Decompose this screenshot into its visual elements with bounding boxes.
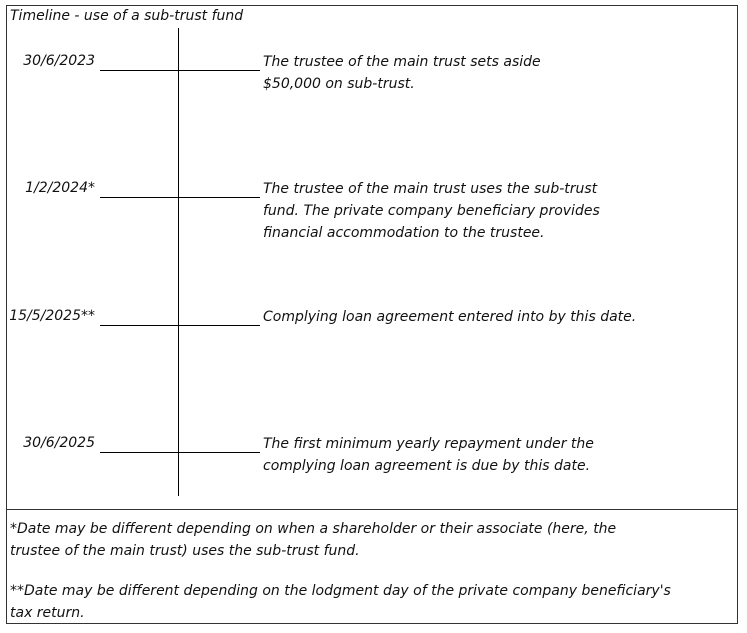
footnote-2-line-1: **Date may be different depending on the lodgment day of the private company beneficiary's	[10, 583, 671, 599]
event-description-2-line-2: fund. The private company beneficiary provides	[263, 203, 600, 219]
event-description-4-line-1: The first minimum yearly repayment under the	[263, 436, 594, 452]
footnote-2	[10, 580, 710, 624]
timeline-axis	[178, 28, 179, 496]
event-description-1	[263, 51, 663, 95]
event-connector-4	[100, 452, 260, 453]
event-connector-3	[100, 325, 260, 326]
event-date-3: 15/5/2025**	[9, 308, 95, 324]
event-description-2-line-3: financial accommodation to the trustee.	[263, 225, 545, 241]
footnote-1	[10, 518, 710, 562]
footnote-1-line-1: *Date may be different depending on when a shareholder or their associate (here, the	[10, 521, 617, 537]
event-description-1-line-1: The trustee of the main trust sets aside	[263, 54, 541, 70]
event-date-1: 30/6/2023	[23, 53, 95, 69]
event-date-2: 1/2/2024*	[25, 180, 95, 196]
event-description-4-line-2: complying loan agreement is due by this date.	[263, 458, 591, 474]
event-description-2	[263, 178, 663, 244]
footnote-1-line-2: trustee of the main trust) uses the sub-trust fund.	[10, 543, 360, 559]
diagram-title: Timeline - use of a sub-trust fund	[10, 8, 244, 24]
event-description-4	[263, 433, 663, 477]
event-connector-2	[100, 197, 260, 198]
event-description-3	[263, 306, 663, 328]
event-description-1-line-2: $50,000 on sub-trust.	[263, 76, 415, 92]
event-connector-1	[100, 70, 260, 71]
event-description-3-line-1: Complying loan agreement entered into by this date.	[263, 309, 637, 325]
event-date-4: 30/6/2025	[23, 435, 95, 451]
footnote-2-line-2: tax return.	[10, 605, 85, 621]
event-description-2-line-1: The trustee of the main trust uses the sub-trust	[263, 181, 598, 197]
notes-divider	[6, 509, 738, 510]
